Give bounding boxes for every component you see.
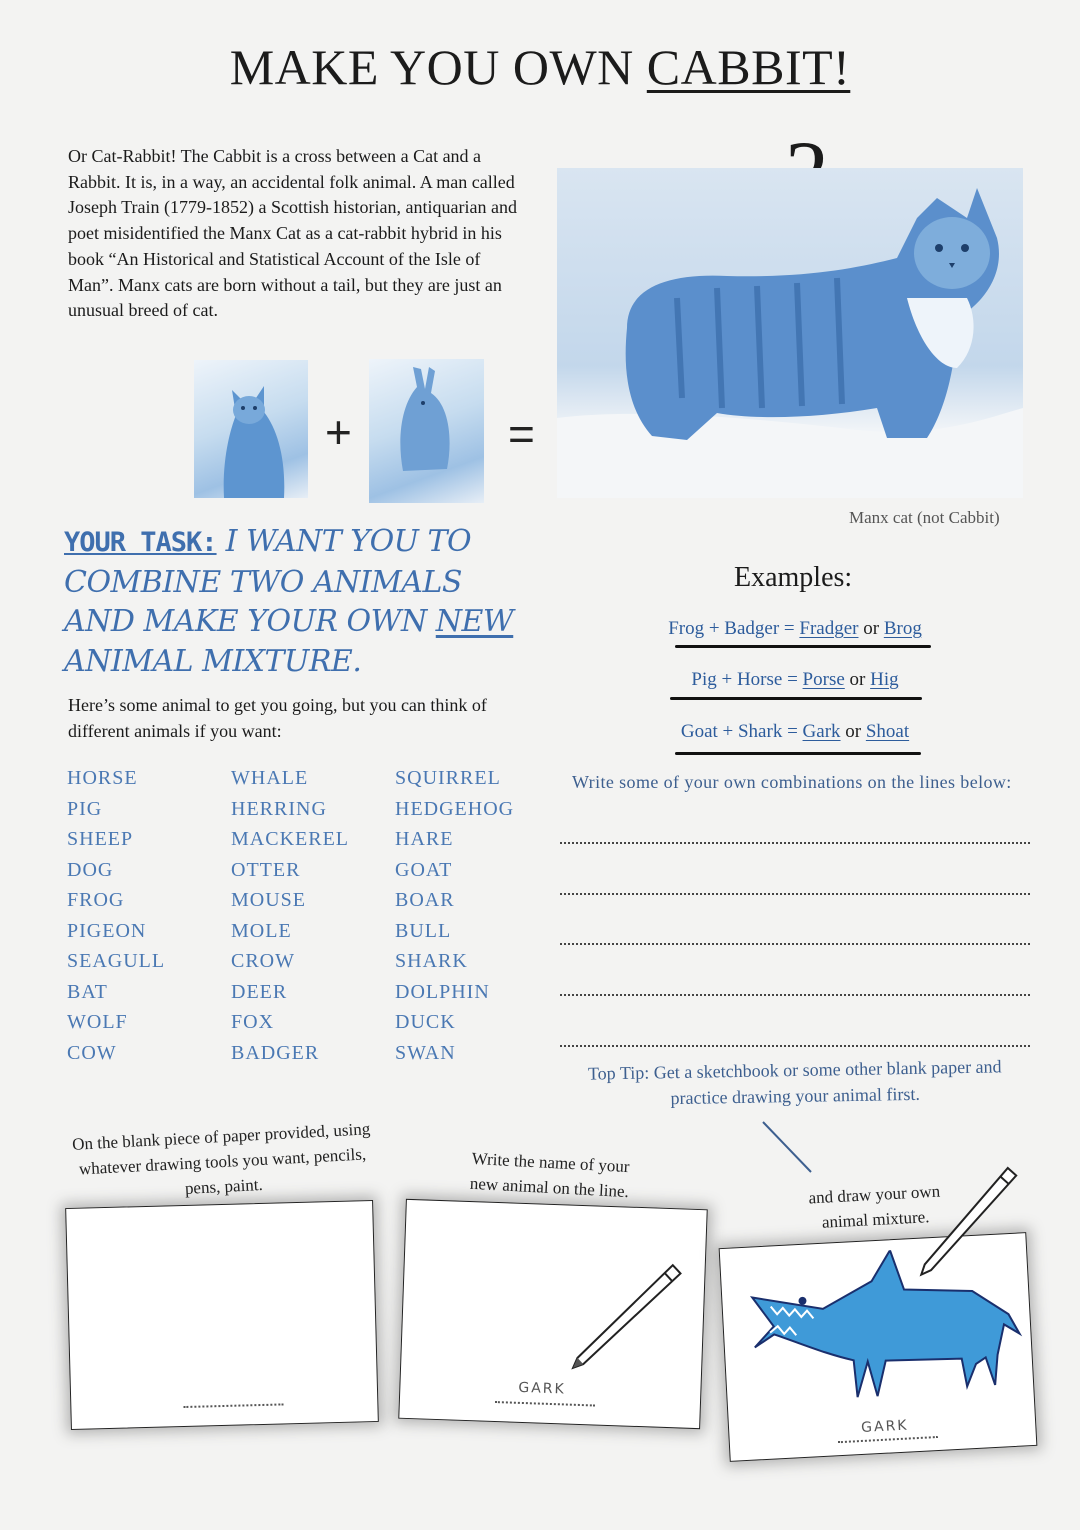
top-tip: Top Tip: Get a sketchbook or some other blank paper and practice drawing your animal first. xyxy=(587,1056,1002,1109)
pencil-icon xyxy=(896,1163,1032,1290)
animal-item: DOLPHIN xyxy=(395,980,490,1003)
page-title: MAKE YOU OWN CABBIT! xyxy=(229,39,851,95)
example-underline xyxy=(675,752,921,755)
sample-name: GARK xyxy=(860,1417,909,1436)
animal-item: BOAR xyxy=(395,889,455,911)
pencil-icon xyxy=(551,1255,685,1389)
sample-name: GARK xyxy=(518,1379,566,1398)
name-writing-panel xyxy=(398,1199,707,1429)
example-underline xyxy=(670,697,922,700)
animal-item: WHALE xyxy=(231,767,309,789)
combination-line-2[interactable] xyxy=(560,893,1030,895)
example-underline xyxy=(675,645,931,648)
animal-item: SEAGULL xyxy=(67,950,166,972)
animal-item: HARE xyxy=(395,828,454,850)
animal-item: HEDGEHOG xyxy=(395,797,515,820)
write-prompt: Write some of your own combinations on the lines below: xyxy=(572,772,1012,792)
animal-item: BADGER xyxy=(231,1041,320,1064)
animal-item: BULL xyxy=(395,919,452,942)
examples-title: Examples: xyxy=(734,562,853,593)
task-label: YOUR TASK: xyxy=(64,527,217,558)
animal-item: FROG xyxy=(67,889,125,911)
animal-item: SWAN xyxy=(395,1041,456,1064)
pointer-line xyxy=(755,1118,825,1178)
example-row: Goat + Shark = Gark or Shoat xyxy=(680,721,910,742)
intro-paragraph: Or Cat-Rabbit! The Cabbit is a cross between a Cat and a Rabbit. It is, in a way, an accidental folk animal. A man called Joseph Train (1779-1852) a Scottish historian, antiquarian and poet misidentified the Manx Cat as a cat-rabbit hybrid in his book “An Historical and Statistical Account of the Isle of Man”. Manx cats are born without a tail, but they are just an unusual breed of cat. xyxy=(68,146,517,321)
animal-item: BAT xyxy=(67,980,108,1003)
animal-item: HORSE xyxy=(67,767,138,789)
animal-list-prompt: Here’s some animal to get you going, but you can think of different animals if you want: xyxy=(68,695,487,741)
animal-item: PIGEON xyxy=(67,919,147,942)
animal-item: COW xyxy=(67,1041,117,1064)
animal-item: GOAT xyxy=(395,858,453,881)
step-1-text: On the blank piece of paper provided, using whatever drawing tools you want, pencils, pens, paint. xyxy=(71,1119,371,1198)
animal-item: OTTER xyxy=(231,858,301,881)
animal-item: DUCK xyxy=(395,1011,456,1033)
drawing-example-panel xyxy=(719,1232,1038,1462)
name-line xyxy=(838,1436,938,1443)
manx-cat-photo xyxy=(557,168,1023,498)
name-line xyxy=(183,1403,283,1408)
animal-item: WOLF xyxy=(67,1011,128,1033)
animal-item: DOG xyxy=(67,858,114,881)
animal-item: HERRING xyxy=(231,797,327,820)
step-3-text: and draw your own animal mixture. xyxy=(808,1181,941,1232)
example-row: Pig + Horse = Porse or Hig xyxy=(691,669,899,690)
combination-line-4[interactable] xyxy=(560,994,1030,996)
blank-paper-panel xyxy=(65,1200,379,1430)
animal-item: PIG xyxy=(67,797,103,820)
example-row: Frog + Badger = Fradger or Brog xyxy=(668,618,922,639)
animal-item: FOX xyxy=(231,1011,275,1033)
equals-sign: = xyxy=(508,408,535,460)
plus-sign: + xyxy=(325,406,352,458)
animal-item: DEER xyxy=(231,980,288,1003)
animal-item: MOLE xyxy=(231,919,292,942)
cat-photo xyxy=(194,360,308,498)
combination-line-3[interactable] xyxy=(560,943,1030,945)
combination-line-1[interactable] xyxy=(560,842,1030,844)
animal-item: SHEEP xyxy=(67,828,134,850)
task-heading: YOUR TASK: I WANT YOU TO COMBINE TWO ANIMALS AND MAKE YOUR OWN NEW ANIMAL MIXTURE. xyxy=(64,524,514,679)
step-2-text: Write the name of your new animal on the line. xyxy=(469,1148,631,1202)
photo-caption: Manx cat (not Cabbit) xyxy=(849,508,1000,527)
combination-line-5[interactable] xyxy=(560,1045,1030,1047)
animal-item: MACKEREL xyxy=(231,828,349,850)
animal-item: SHARK xyxy=(395,950,468,972)
animal-column-3 xyxy=(395,763,555,1068)
animal-item: MOUSE xyxy=(231,889,307,911)
animal-column-1 xyxy=(67,763,227,1068)
animal-column-2 xyxy=(231,763,391,1068)
animal-item: SQUIRREL xyxy=(395,767,501,789)
name-line xyxy=(495,1401,595,1406)
animal-item: CROW xyxy=(231,950,295,972)
rabbit-photo xyxy=(369,359,484,503)
